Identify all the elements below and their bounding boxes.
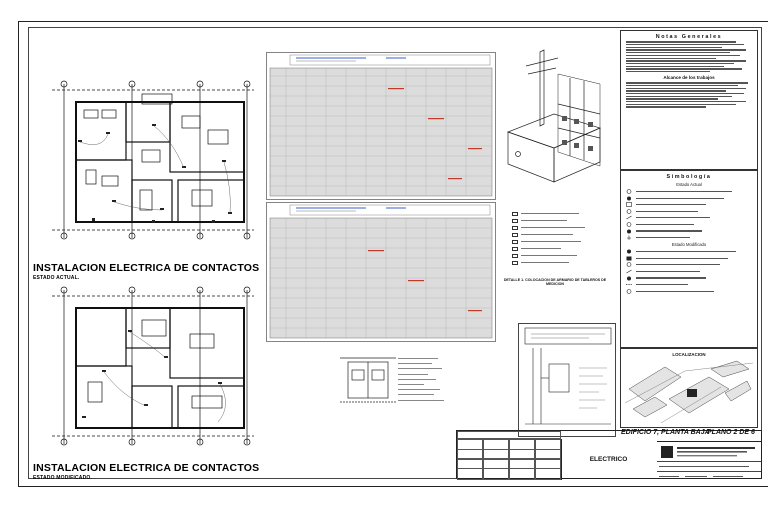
symbol-row [626, 289, 752, 294]
note-line [626, 52, 730, 53]
panel-icon [626, 256, 632, 261]
scope-line [626, 90, 726, 91]
floor-plan-current [42, 80, 264, 240]
outlet-icon [626, 229, 632, 234]
scope-line [626, 82, 748, 83]
scope-line [626, 106, 706, 107]
section-detail-drawing [338, 352, 398, 408]
scope-line [626, 98, 718, 99]
symbol-row [626, 209, 752, 214]
symbol-row [626, 222, 752, 227]
symbol-row [626, 189, 752, 194]
general-notes-panel [620, 30, 758, 170]
title-block-footer [657, 471, 761, 480]
plan-title-modified [33, 462, 259, 481]
symbol-row [626, 256, 752, 261]
floor-plan-modified [42, 286, 264, 446]
legend-symbol [512, 219, 518, 223]
symbol-row [626, 202, 752, 207]
ground-icon [626, 235, 632, 240]
panel-schedule-table [266, 52, 496, 200]
conduit-icon [626, 282, 632, 287]
symbol-row [626, 269, 752, 274]
title-block [456, 430, 762, 479]
note-line [626, 47, 722, 48]
note-line [626, 71, 710, 72]
legend-item [512, 252, 608, 259]
scope-line [626, 88, 746, 89]
legend-symbol [512, 247, 518, 251]
legend-text-line [521, 255, 577, 256]
plan-subtitle-text: ESTADO MODIFICADO. [33, 475, 93, 481]
detail-legend-list [512, 210, 608, 266]
outlet-icon [626, 289, 632, 294]
note-line [626, 58, 716, 59]
outlet-icon [626, 196, 632, 201]
legend-text-line [521, 220, 567, 221]
outlet-icon [626, 222, 632, 227]
symbology-panel [620, 170, 758, 348]
legend-text-line [521, 227, 585, 228]
location-panel [620, 348, 758, 428]
legend-item [512, 245, 608, 252]
outlet-icon [626, 189, 632, 194]
legend-text-line [521, 248, 561, 249]
scope-line [626, 96, 732, 97]
symbol-row [626, 262, 752, 267]
scope-line [626, 85, 738, 86]
note-line [626, 68, 742, 69]
legend-item [398, 398, 458, 403]
outlet-icon [626, 249, 632, 254]
legend-text-line [521, 213, 579, 214]
legend-item [512, 210, 608, 217]
plan-title-current [33, 262, 259, 281]
current-state-label: Estado Actual [676, 182, 702, 187]
notes-title: Notas Generales [655, 34, 723, 40]
riser-detail-box [518, 323, 616, 437]
legend-item [512, 224, 608, 231]
note-line [626, 60, 746, 61]
symbology-title: Simbología [666, 174, 712, 180]
symbol-row [626, 282, 752, 287]
scope-line [626, 93, 744, 94]
discipline-label: ELECTRICO [561, 439, 655, 480]
isometric-cabinet-detail [500, 44, 618, 200]
legend-symbol [512, 212, 518, 216]
outlet-icon [626, 209, 632, 214]
symbol-row [626, 229, 752, 234]
note-line [626, 55, 740, 56]
switch-icon [626, 215, 632, 220]
panel-schedule-table [266, 202, 496, 342]
note-line [626, 44, 744, 45]
institution-logo-block [657, 441, 761, 461]
drawing-description-block [657, 461, 761, 471]
symbol-row [626, 215, 752, 220]
modified-state-label: Estado Modificado [671, 242, 707, 248]
note-line [626, 66, 724, 67]
plan-title-text: INSTALACION ELECTRICA DE CONTACTOS [33, 462, 260, 474]
detail-caption: DETALLE 1. COLOCACION DE ARMARIO DE TABLEROS DE MEDICION [503, 278, 607, 287]
legend-symbol [512, 261, 518, 265]
legend-symbol [512, 233, 518, 237]
legend-symbol [512, 240, 518, 244]
sheet-number-label: PLANO 2 DE 6 [707, 429, 755, 436]
legend-item [512, 217, 608, 224]
switch-icon [626, 269, 632, 274]
legend-item [512, 238, 608, 245]
plan-subtitle-text: ESTADO ACTUAL. [33, 275, 80, 281]
panel-icon [626, 202, 632, 207]
outlet-icon [626, 262, 632, 267]
section-legend [398, 356, 458, 403]
legend-text-line [521, 241, 581, 242]
symbol-row [626, 249, 752, 254]
symbol-row [626, 276, 752, 281]
legend-symbol [512, 226, 518, 230]
scope-title: Alcance de los trabajos [663, 75, 715, 81]
plan-title-text: INSTALACION ELECTRICA DE CONTACTOS [33, 262, 260, 274]
scope-line [626, 101, 746, 102]
legend-item [512, 259, 608, 266]
legend-text-line [521, 234, 573, 235]
note-line [626, 41, 736, 42]
note-line [626, 63, 734, 64]
location-title: LOCALIZACION [672, 352, 706, 357]
scope-line [626, 104, 736, 105]
legend-text-line [521, 262, 569, 263]
outlet-icon [626, 276, 632, 281]
legend-symbol [512, 254, 518, 258]
symbol-row [626, 235, 752, 240]
revision-grid [457, 431, 561, 480]
location-map [625, 359, 753, 423]
note-line [626, 49, 746, 50]
legend-item [512, 231, 608, 238]
symbol-row [626, 196, 752, 201]
building-label: EDIFICIO 7, PLANTA BAJA [621, 429, 710, 436]
